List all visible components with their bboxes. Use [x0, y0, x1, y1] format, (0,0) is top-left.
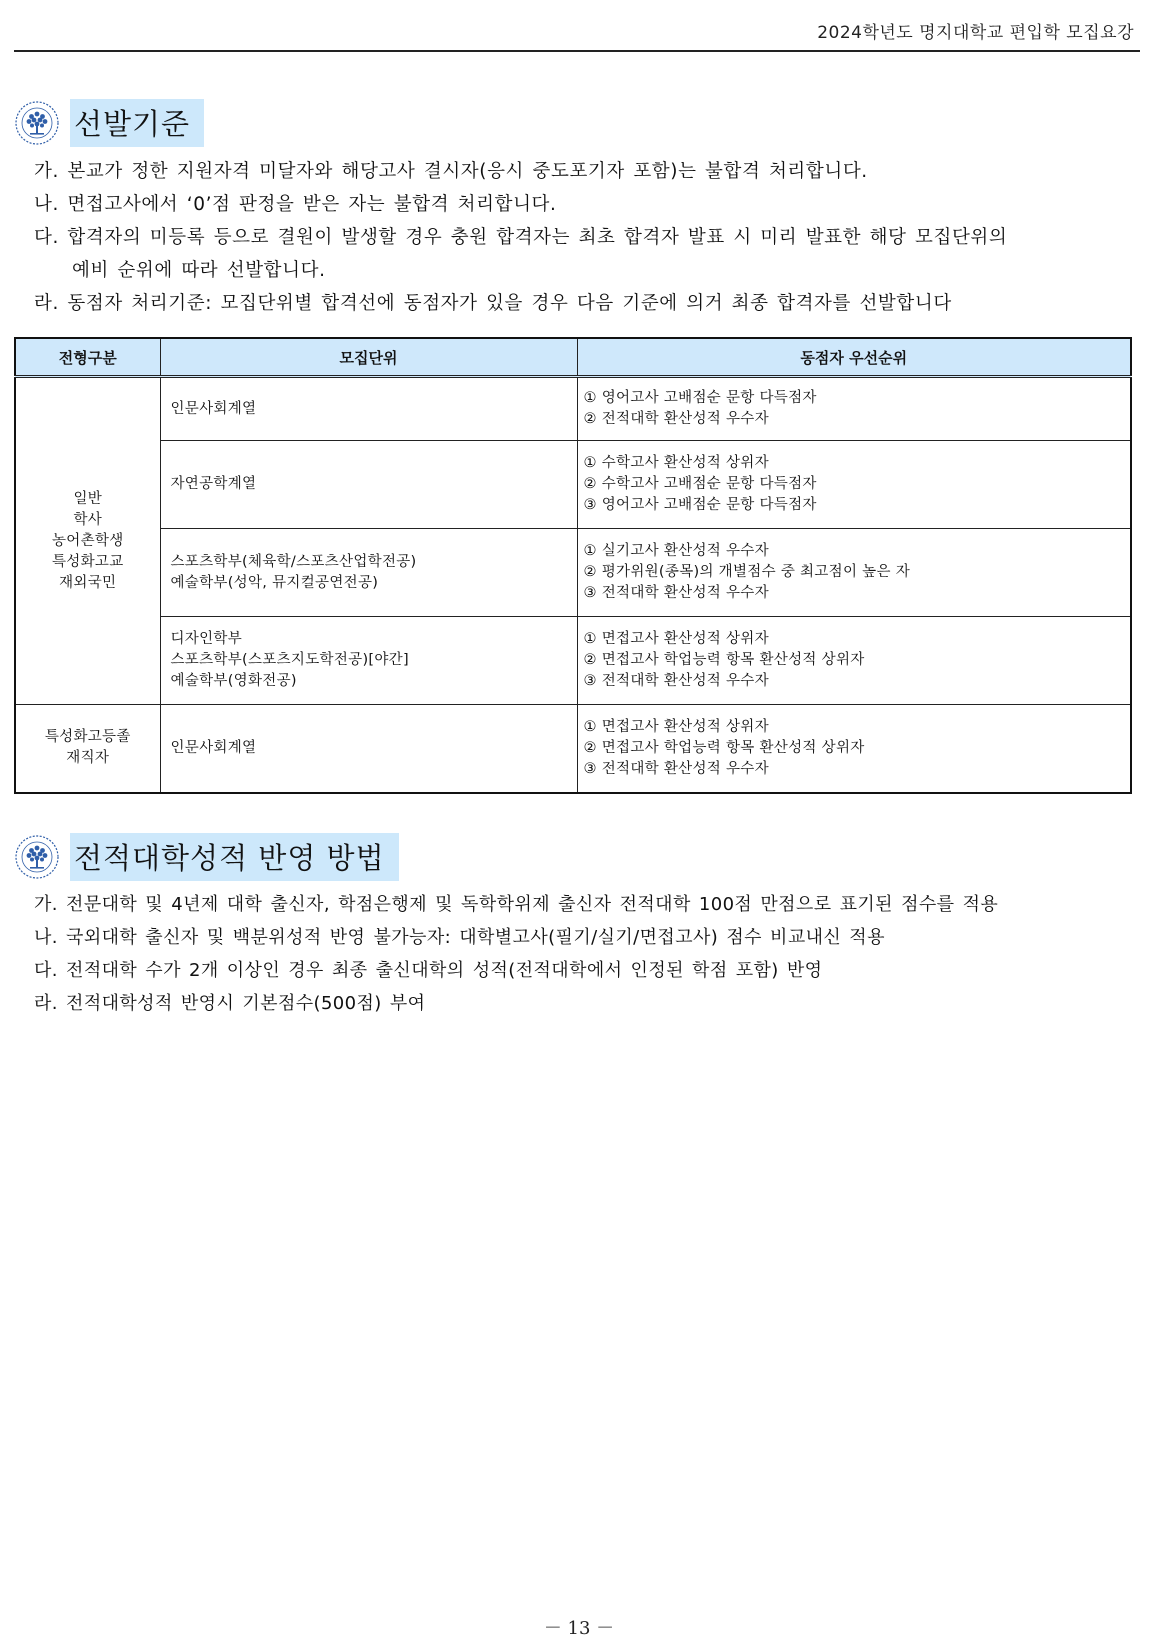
page-number: － 13 －: [543, 1618, 615, 1639]
section-title: 선발기준: [70, 99, 204, 147]
table-row: [15, 377, 1131, 441]
header-rule: [14, 50, 1140, 52]
priority-cell: ① 영어고사 고배점순 문항 다득점자 ② 전적대학 환산성적 우수자: [577, 377, 1131, 441]
section-heading-grades: [14, 832, 399, 882]
university-emblem-icon: [14, 834, 60, 880]
category-cell: 특성화고등졸 재직자: [15, 705, 160, 793]
list-item: 나. 국외대학 출신자 및 백분위성적 반영 불가능자: 대학별고사(필기/실기/면접고사) 점수 비교내신 적용: [34, 927, 885, 948]
table-row: [15, 705, 1131, 793]
priority-cell: ① 실기고사 환산성적 우수자 ② 평가위원(종목)의 개별점수 중 최고점이 높은 자 ③ 전적대학 환산성적 우수자: [577, 529, 1131, 617]
list-item: 다. 전적대학 수가 2개 이상인 경우 최종 출신대학의 성적(전적대학에서 인정된 학점 포함) 반영: [34, 960, 823, 981]
unit-cell: 디자인학부 스포츠학부(스포츠지도학전공)[야간] 예술학부(영화전공): [160, 617, 577, 705]
tie-break-table: [14, 337, 1132, 794]
priority-cell: ① 면접고사 환산성적 상위자 ② 면접고사 학업능력 항목 환산성적 상위자 ③ 전적대학 환산성적 우수자: [577, 617, 1131, 705]
column-header: 동점자 우선순위: [577, 338, 1131, 377]
selection-criteria-list: [34, 155, 1144, 320]
priority-cell: ① 면접고사 환산성적 상위자 ② 면접고사 학업능력 항목 환산성적 상위자 ③ 전적대학 환산성적 우수자: [577, 705, 1131, 793]
unit-cell: 스포츠학부(체육학/스포츠산업학전공) 예술학부(성악, 뮤지컬공연전공): [160, 529, 577, 617]
list-item: 라. 동점자 처리기준: 모집단위별 합격선에 동점자가 있을 경우 다음 기준에 의거 최종 합격자를 선발합니다: [34, 293, 952, 314]
university-emblem-icon: [14, 100, 60, 146]
table-header-row: [15, 338, 1131, 377]
category-cell: 일반 학사 농어촌학생 특성화고교 재외국민: [15, 377, 160, 705]
list-item: 다. 합격자의 미등록 등으로 결원이 발생할 경우 충원 합격자는 최초 합격자 발표 시 미리 발표한 해당 모집단위의: [34, 227, 1008, 248]
section-title: 전적대학성적 반영 방법: [70, 833, 399, 881]
table-row: [15, 441, 1131, 529]
list-item-continuation: 예비 순위에 따라 선발합니다.: [72, 260, 326, 281]
column-header: 전형구분: [15, 338, 160, 377]
column-header: 모집단위: [160, 338, 577, 377]
list-item: 가. 본교가 정한 지원자격 미달자와 해당고사 결시자(응시 중도포기자 포함)는 불합격 처리합니다.: [34, 161, 868, 182]
grade-method-list: [34, 888, 1144, 1020]
list-item: 나. 면접고사에서 ‘0’점 판정을 받은 자는 불합격 처리합니다.: [34, 194, 557, 215]
header-title: 2024학년도 명지대학교 편입학 모집요강: [817, 23, 1134, 43]
priority-cell: ① 수학고사 환산성적 상위자 ② 수학고사 고배점순 문항 다득점자 ③ 영어고사 고배점순 문항 다득점자: [577, 441, 1131, 529]
unit-cell: 인문사회계열: [160, 377, 577, 441]
table-row: [15, 617, 1131, 705]
list-item: 라. 전적대학성적 반영시 기본점수(500점) 부여: [34, 993, 426, 1014]
list-item: 가. 전문대학 및 4년제 대학 출신자, 학점은행제 및 독학학위제 출신자 전적대학 100점 만점으로 표기된 점수를 적용: [34, 894, 999, 915]
table-row: [15, 529, 1131, 617]
unit-cell: 인문사회계열: [160, 705, 577, 793]
unit-cell: 자연공학계열: [160, 441, 577, 529]
section-heading-selection: [14, 98, 204, 148]
